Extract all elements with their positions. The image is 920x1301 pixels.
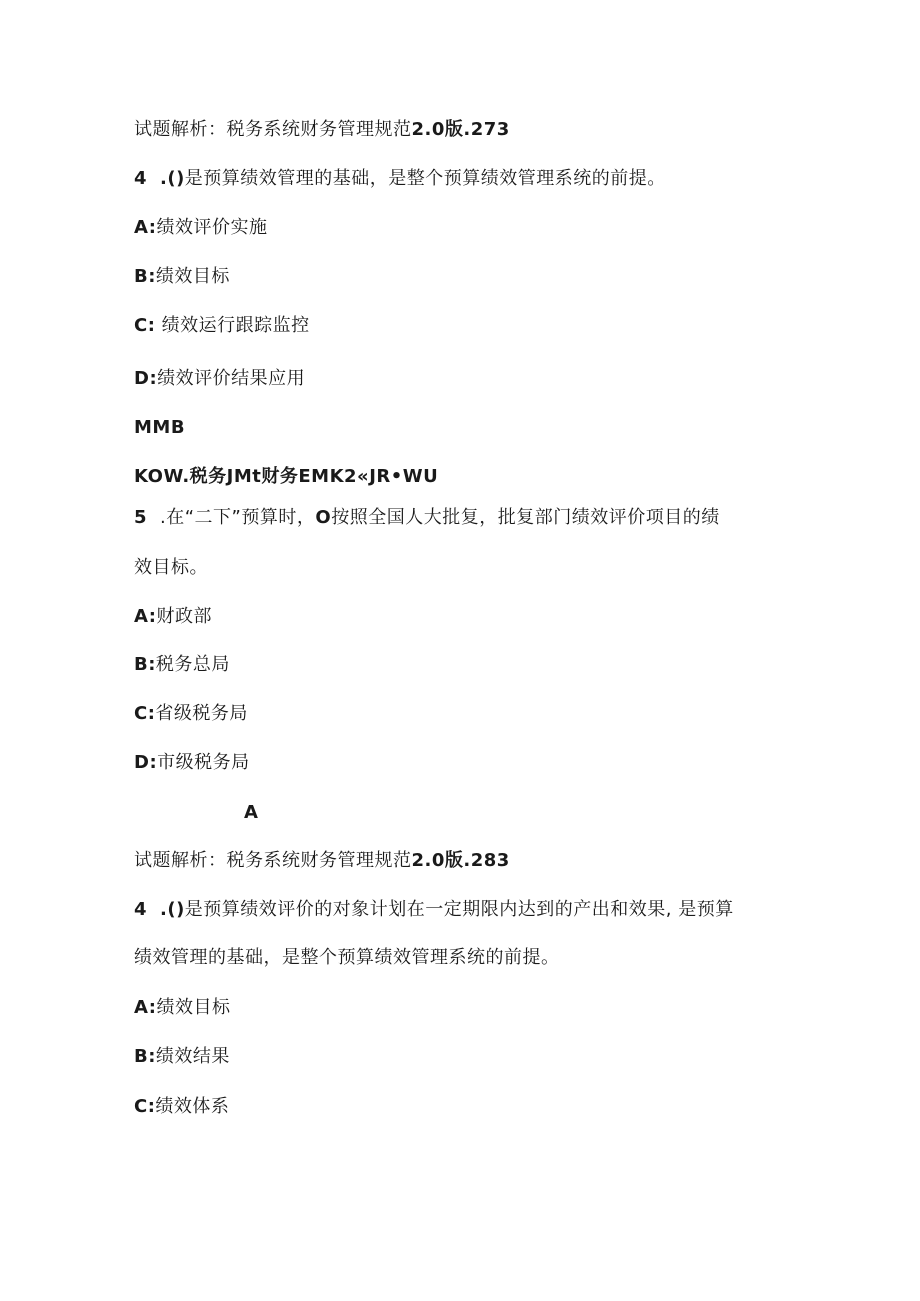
option-key: C: bbox=[134, 703, 156, 724]
option-a bbox=[134, 996, 230, 1020]
question-5-stem-wrap: 效目标。 bbox=[134, 557, 208, 578]
option-key: C: bbox=[134, 315, 156, 336]
analysis-line bbox=[134, 118, 510, 142]
option-text: 财政部 bbox=[156, 606, 212, 627]
answer: A bbox=[244, 802, 259, 823]
option-key: D: bbox=[134, 752, 158, 773]
question-blank: .() bbox=[160, 899, 185, 920]
option-d bbox=[134, 367, 305, 391]
analysis-line bbox=[134, 849, 510, 873]
question-text: 在“二下”预算时， bbox=[166, 507, 316, 528]
garbled-analysis-line: KOW.税务JMt财务EMK2«JR•WU bbox=[134, 466, 439, 487]
option-text: 绩效评价实施 bbox=[156, 217, 268, 238]
question-text: 是预算绩效管理的基础，是整个预算绩效管理系统的前提。 bbox=[184, 168, 666, 189]
question-5-stem bbox=[134, 506, 720, 530]
analysis-ref: 2.0版.283 bbox=[411, 850, 510, 871]
option-text: 税务总局 bbox=[155, 654, 230, 675]
option-key: B: bbox=[134, 266, 156, 287]
option-text: 绩效评价结果应用 bbox=[157, 368, 306, 389]
analysis-label: 试题解析：税务系统财务管理规范 bbox=[134, 850, 412, 871]
question-number: 4 bbox=[134, 168, 148, 189]
analysis-ref: 2.0版.273 bbox=[411, 119, 510, 140]
option-d bbox=[134, 751, 250, 775]
option-key: C: bbox=[134, 1096, 156, 1117]
option-text: 绩效目标 bbox=[155, 266, 230, 287]
question-4b-stem-wrap: 绩效管理的基础，是整个预算绩效管理系统的前提。 bbox=[134, 947, 560, 968]
option-text: 绩效体系 bbox=[155, 1096, 230, 1117]
analysis-label: 试题解析：税务系统财务管理规范 bbox=[134, 119, 412, 140]
question-text: 是预算绩效评价的对象计划在一定期限内达到的产出和效果, 是预算 bbox=[184, 899, 734, 920]
option-b bbox=[134, 265, 230, 289]
question-dot: . bbox=[160, 507, 167, 528]
question-4b-stem bbox=[134, 898, 734, 922]
option-b bbox=[134, 653, 230, 677]
option-a bbox=[134, 216, 267, 240]
option-c bbox=[134, 1095, 229, 1119]
option-text: 绩效目标 bbox=[156, 997, 231, 1018]
option-c bbox=[134, 314, 310, 338]
question-blank: .() bbox=[160, 168, 185, 189]
option-key: A: bbox=[134, 997, 157, 1018]
question-text-cont: 按照全国人大批复，批复部门绩效评价项目的绩 bbox=[331, 507, 720, 528]
option-a bbox=[134, 605, 212, 629]
option-key: A: bbox=[134, 606, 157, 627]
option-key: D: bbox=[134, 368, 158, 389]
option-text: 省级税务局 bbox=[155, 703, 248, 724]
question-number: 4 bbox=[134, 899, 148, 920]
option-key: B: bbox=[134, 654, 156, 675]
question-blank: O bbox=[315, 507, 332, 528]
question-4-stem bbox=[134, 167, 666, 191]
option-c bbox=[134, 702, 248, 726]
option-text: 市级税务局 bbox=[157, 752, 250, 773]
question-number: 5 bbox=[134, 507, 148, 528]
garbled-answer-line: MMB bbox=[134, 417, 186, 438]
option-text: 绩效结果 bbox=[155, 1046, 230, 1067]
option-key: B: bbox=[134, 1046, 156, 1067]
option-b bbox=[134, 1045, 230, 1069]
option-text: 绩效运行跟踪监控 bbox=[155, 315, 310, 336]
option-key: A: bbox=[134, 217, 157, 238]
